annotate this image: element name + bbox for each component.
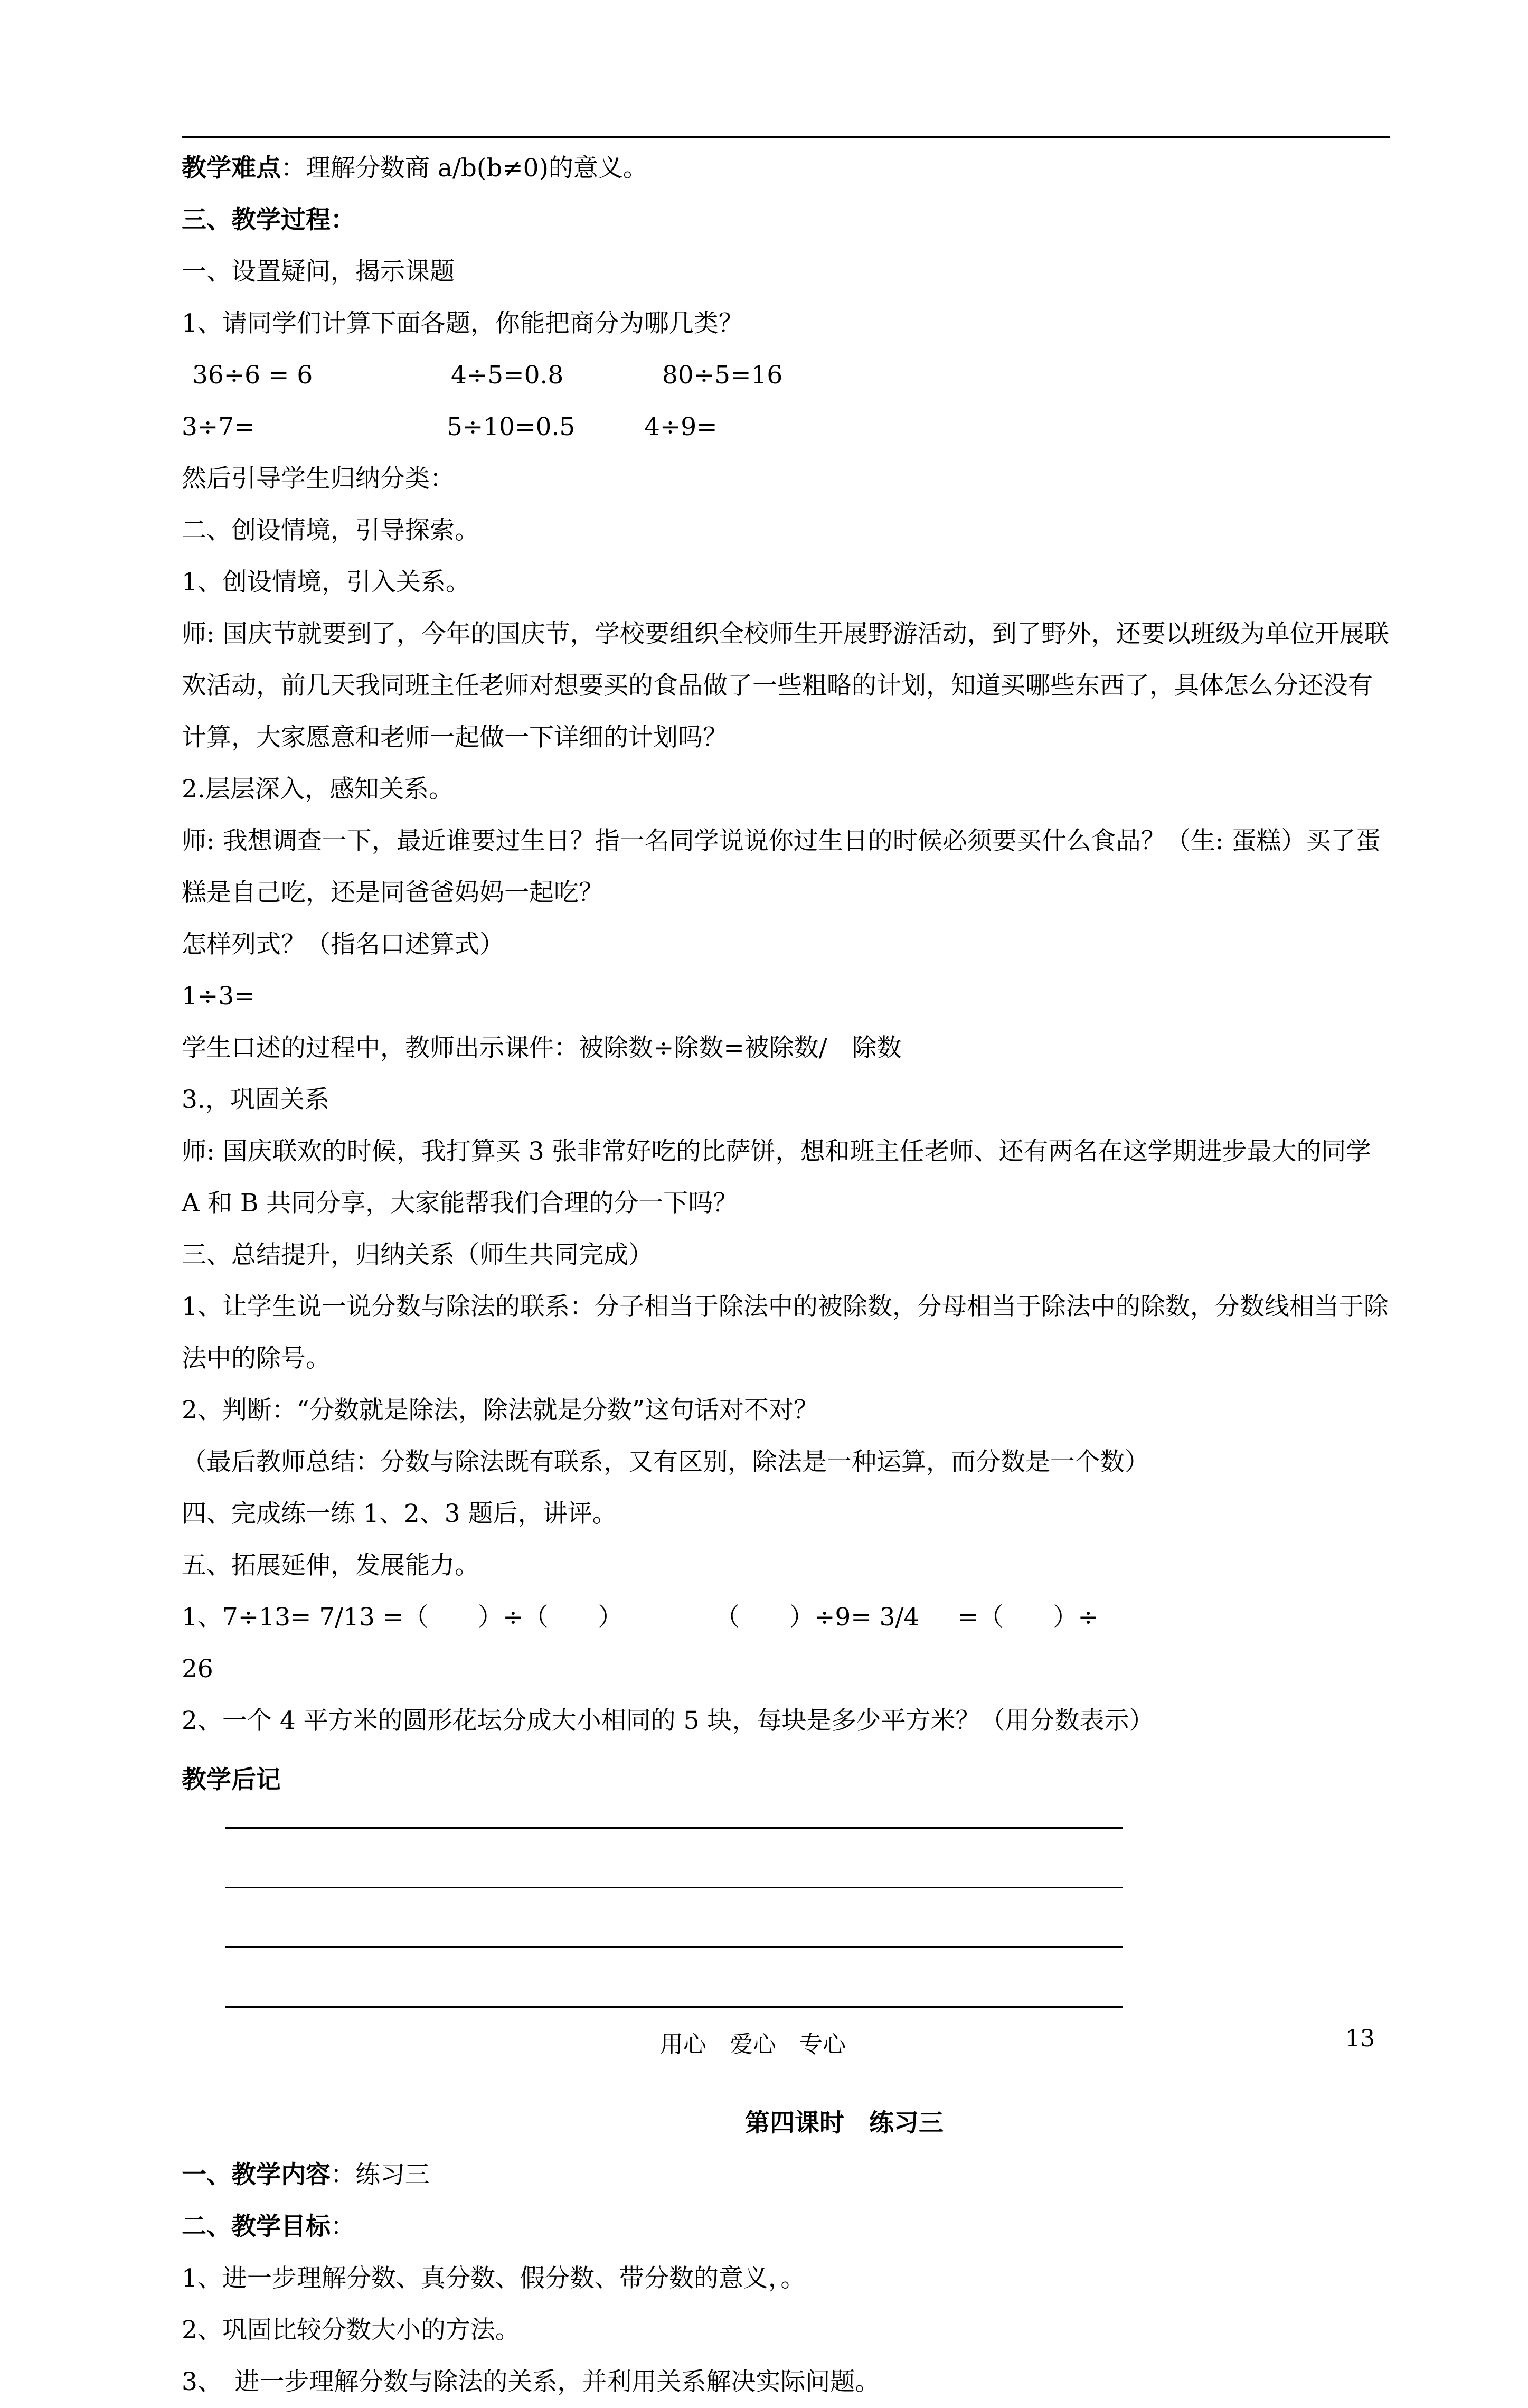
content-line	[182, 2149, 1391, 2201]
goals-line	[182, 2201, 1391, 2253]
lesson-title: 第四课时 练习三	[745, 2109, 944, 2138]
writing-line[interactable]	[225, 1887, 1123, 1946]
equation: 1÷3=	[182, 982, 255, 1011]
goal-2: 2、巩固比较分数大小的方法。	[182, 2316, 520, 2345]
goals-colon: ：	[331, 2212, 355, 2241]
header-rule	[182, 136, 1390, 138]
extension-2: 2、一个 4 平方米的圆形花坛分成大小相同的 5 块，每块是多少平方米？（用分数表示）	[182, 1706, 1154, 1735]
writing-line[interactable]	[225, 1946, 1123, 2006]
calc-item: 4÷5=0.8	[451, 361, 564, 390]
step3-title: 三、总结提升，归纳关系（师生共同完成）	[182, 1240, 653, 1269]
teacher-paragraph-1: 师: 国庆节就要到了，今年的国庆节，学校要组织全校师生开展野游活动，到了野外，还要以班级为单位开展联欢活动，前几天我同班主任老师对想要买的食品做了一些粗略的计划，知道买哪些东西了，具体怎么分还没有计算，大家愿意和老师一起做一下详细的计划吗？	[182, 619, 1389, 752]
goal-3: 3、 进一步理解分数与除法的关系，并利用关系解决实际问题。	[182, 2367, 880, 2396]
calc-row-2	[182, 401, 1391, 453]
calc-row-1	[182, 350, 1391, 401]
writing-line[interactable]	[225, 1827, 1123, 1887]
step5: 五、拓展延伸，发展能力。	[182, 1551, 479, 1580]
summary-3: （最后教师总结：分数与除法既有联系，又有区别，除法是一种运算，而分数是一个数）	[182, 1447, 1149, 1476]
difficulty-line	[182, 143, 1391, 194]
step2-3: 3.，巩固关系	[182, 1085, 329, 1114]
step2-2: 2.层层深入，感知关系。	[182, 775, 454, 804]
calc-item: 3÷7=	[182, 412, 255, 441]
document-body	[182, 143, 1391, 2408]
step1-title: 一、设置疑问，揭示课题	[182, 257, 455, 286]
summary-2: 2、判断：“分数就是除法，除法就是分数”这句话对不对？	[182, 1396, 818, 1425]
calc-item: 5÷10=0.5	[447, 412, 576, 441]
extension-1-cont: 26	[182, 1654, 213, 1683]
page-number: 13	[1345, 2025, 1375, 2052]
goals-label: 二、教学目标	[182, 2212, 331, 2241]
footer-motto: 用心 爱心 专心	[660, 2031, 846, 2058]
difficulty-text: ：理解分数商 a/b(b≠0)的意义。	[281, 154, 648, 183]
content-text: ：练习三	[331, 2160, 430, 2189]
ext-part: （ ）÷9= 3/4	[715, 1603, 920, 1632]
step2-1: 1、创设情境，引入关系。	[182, 568, 470, 597]
section-title: 三、教学过程：	[182, 205, 355, 234]
extension-1	[182, 1592, 1391, 1643]
calc-item: 80÷5=16	[662, 361, 783, 390]
step2-title: 二、创设情境，引导探索。	[182, 516, 479, 545]
content-label: 一、教学内容	[182, 2160, 331, 2189]
goal-1: 1、进一步理解分数、真分数、假分数、带分数的意义，。	[182, 2264, 806, 2293]
formula-prompt: 怎样列式？（指名口述算式）	[182, 930, 504, 959]
teacher-paragraph-2: 师: 我想调查一下，最近谁要过生日？指一名同学说说你过生日的时候必须要买什么食品？（生: 蛋糕）买了蛋糕是自己吃，还是同爸爸妈妈一起吃？	[182, 826, 1381, 907]
summary-1: 1、让学生说一说分数与除法的联系：分子相当于除法中的被除数，分母相当于除法中的除数，分数线相当于除法中的除号。	[182, 1292, 1389, 1373]
calc-item: 36÷6 = 6	[192, 361, 313, 390]
afterword-heading: 教学后记	[182, 1765, 281, 1794]
difficulty-label: 教学难点	[182, 154, 281, 183]
teacher-paragraph-3: 师: 国庆联欢的时候，我打算买 3 张非常好吃的比萨饼，想和班主任老师、还有两名在这学期进步最大的同学 A 和 B 共同分享，大家能帮我们合理的分一下吗？	[182, 1137, 1371, 1218]
calc-item: 4÷9=	[644, 412, 718, 441]
step4: 四、完成练一练 1、2、3 题后，讲评。	[182, 1499, 617, 1528]
ext-part: =（ ）÷	[958, 1603, 1099, 1632]
ext-part: 1、7÷13= 7/13 =（ ）÷（ ）	[182, 1603, 623, 1632]
classify-line: 然后引导学生归纳分类：	[182, 464, 455, 493]
student-process: 学生口述的过程中，教师出示课件：被除数÷除数=被除数/ 除数	[182, 1033, 902, 1062]
question-1: 1、请同学们计算下面各题，你能把商分为哪几类？	[182, 309, 743, 338]
